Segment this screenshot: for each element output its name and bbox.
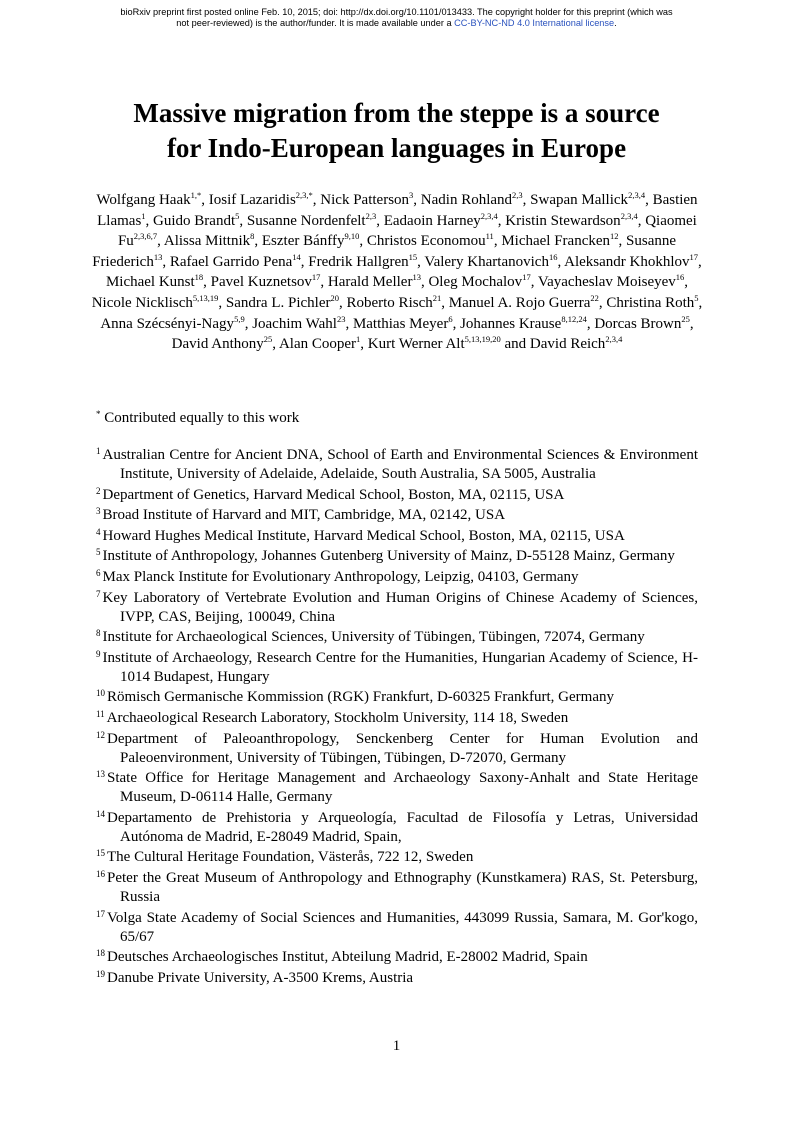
author-affiliation-marks: 15 [408, 251, 418, 262]
affiliation-text: Howard Hughes Medical Institute, Harvard Medical School, Boston, MA, 02115, USA [102, 527, 625, 544]
author-name: Pavel Kuznetsov [210, 274, 312, 291]
author-name: Rafael Garrido Pena [169, 253, 293, 270]
author-name: Alan Cooper [278, 336, 357, 353]
affiliation-number: 7 [96, 588, 101, 599]
affiliation-item [96, 568, 698, 587]
author [448, 292, 599, 311]
author [172, 336, 273, 352]
author-affiliation-marks: 18 [194, 272, 204, 283]
author-name: Dorcas Brown [594, 315, 682, 332]
author-affiliation-marks: 9,10 [344, 231, 360, 242]
author-name: Vayacheslav Moiseyev [537, 274, 676, 291]
affiliation-item [96, 769, 698, 807]
author-affiliation-marks: 21 [432, 292, 442, 303]
author [367, 233, 494, 249]
affiliation-text: Deutsches Archaeologisches Institut, Abteilung Madrid, E-28002 Madrid, Spain [107, 949, 588, 966]
contrib-mark: * [96, 409, 101, 419]
affiliation-text: Volga State Academy of Social Sciences and Humanities, 443099 Russia, Samara, M. Gor'kogo, 65/67 [107, 909, 698, 945]
author [169, 251, 301, 270]
author [421, 192, 523, 208]
author-affiliation-marks: 2,3,4 [628, 190, 646, 200]
author-affiliation-marks: 17 [311, 272, 321, 283]
author-affiliation-marks: 2,3,4 [605, 334, 623, 345]
author-name: Roberto Risch [346, 294, 433, 311]
affiliation-item [96, 948, 698, 967]
affiliation-item [96, 589, 698, 627]
affiliation-item [96, 969, 698, 988]
author-name: Joachim Wahl [252, 315, 337, 332]
author [424, 251, 558, 270]
affiliation-number: 9 [96, 648, 101, 659]
affiliation-text: State Office for Heritage Management and Archaeology Saxony-Anhalt and State Heritage Museum, D-06114 Halle, Germany [107, 770, 698, 806]
author [564, 251, 699, 270]
author-affiliation-marks: 1 [141, 210, 146, 221]
affiliation-number: 16 [96, 868, 105, 879]
author-affiliation-marks: 3 [409, 190, 414, 200]
author-name: Michael Francken [501, 233, 611, 250]
author-name: Manuel A. Rojo Guerra [448, 294, 591, 311]
author-name: Susanne Nordenfelt [246, 212, 366, 229]
author-affiliation-marks: 5 [694, 292, 699, 303]
author-name: Kurt Werner Alt [367, 336, 465, 353]
author [91, 292, 219, 311]
author-list: Wolfgang Haak$^{1,*}$, Iosif Lazaridis$^{2,3,*}$, Nick Patterson$^3$, Nadin Rohland$^{2,3}$, Swapan Mallick$^{2,3,4}$, Bastien Llamas$^1$, Guido Brandt$^5$, Susanne Nordenfelt$^{2,3}$, Eadaoin Harney$^{2,3,4}$, Kristin Stewardson$^{2,3,4}$, Qiaomei Fu$^{2,3,6,7}$, Alissa Mittnik$^8$, Eszter Bánffy$^{9,10}$, Christos Economou$^{11}$, Michael Francken$^{12}$, Susanne Friederich$^{13}$, Rafael Garrido Pena$^{14}$, Fredrik Hallgren$^{15}$, Valery Khartanovich$^{16}$, Aleksandr Khokhlov$^{17}$, Michael Kunst$^{18}$, Pavel Kuznetsov$^{17}$, Harald Meller$^{13}$, Oleg Mochalov$^{17}$, Vayacheslav Moiseyev$^{16}$, Nicole Nicklisch$^{5,13,19}$, Sandra L. Pichler$^{20}$, Roberto Risch$^{21}$, Manuel A. Rojo Guerra$^{22}$, Christina Roth$^5$, Anna Szécsényi-Nagy$^{5,9}$, Joachim Wahl$^{23}$, Matthias Meyer$^6$, Johannes Krause$^{8,12,24}$, Dorcas Brown$^{25}$, David Anthony$^{25}$, Alan Cooper$^1$, Kurt Werner Alt$^{5,13,19,20}$ and David Reich$^{2,3,4}$ [91, 190, 703, 353]
affiliation-item [96, 848, 698, 867]
author-affiliation-marks: 2,3,* [295, 190, 313, 200]
author-affiliation-marks: 5,13,19,20 [464, 334, 501, 345]
author-name: Kristin Stewardson [505, 212, 621, 229]
author-affiliation-marks: 16 [675, 272, 685, 283]
author-affiliation-marks: 13 [412, 272, 421, 283]
author-affiliation-marks: 2,3 [365, 210, 377, 221]
author-name: David Reich [529, 336, 606, 353]
author [346, 292, 442, 311]
author-affiliation-marks: 1,* [190, 190, 202, 200]
affiliation-item [96, 628, 698, 647]
affiliation-text: Römisch Germanische Kommission (RGK) Frankfurt, D-60325 Frankfurt, Germany [107, 689, 614, 706]
author-affiliation-marks: 17 [689, 251, 699, 262]
author-name: Nick Patterson [320, 192, 410, 208]
author [383, 210, 498, 229]
author-name: Bastien Llamas [97, 192, 698, 229]
affiliation-number: 12 [96, 729, 105, 740]
equal-contribution-note [96, 404, 299, 428]
author-name: Matthias Meyer [352, 315, 449, 332]
affiliation-text: Danube Private University, A-3500 Krems, Austria [107, 969, 414, 986]
header-line-2 [0, 18, 793, 29]
author [328, 274, 421, 290]
header-line-2-prefix: not peer-reviewed) is the author/funder. It is made available under a [176, 18, 455, 28]
affiliation-number: 5 [96, 547, 101, 558]
affiliation-item [96, 709, 698, 728]
author-affiliation-marks: 2,3,4 [480, 210, 498, 221]
author-name: Iosif Lazaridis [208, 192, 296, 208]
affiliation-text: Institute of Archaeology, Research Centre for the Humanities, Hungarian Academy of Science, H-1014 Budapest, Hungary [102, 649, 698, 685]
affiliation-text: Departamento de Prehistoria y Arqueología, Facultad de Filosofía y Letras, Universidad Autónoma de Madrid, E-28049 Madrid, Spain, [107, 809, 698, 845]
affiliation-text: Department of Genetics, Harvard Medical School, Boston, MA, 02115, USA [102, 486, 565, 503]
author [209, 192, 313, 208]
author-name: Johannes Krause [460, 315, 562, 332]
affiliation-number: 2 [96, 485, 101, 496]
affiliation-item [96, 486, 698, 505]
author [308, 251, 418, 270]
author-affiliation-marks: 5,13,19 [192, 292, 219, 303]
author-affiliation-marks: 25 [263, 334, 273, 345]
affiliation-number: 3 [96, 506, 101, 517]
author [320, 192, 413, 208]
affiliation-number: 19 [96, 968, 105, 979]
author-name: Harald Meller [327, 274, 413, 291]
affiliation-item [96, 909, 698, 947]
author-affiliation-marks: 17 [522, 272, 531, 283]
author-name: Christina Roth [606, 294, 695, 311]
author-affiliation-marks: 5 [235, 210, 240, 221]
author-name: Fredrik Hallgren [308, 253, 409, 270]
author-affiliation-marks: 25 [681, 313, 690, 324]
title-line-1: Massive migration from the steppe is a source [133, 98, 660, 128]
author-affiliation-marks: 11 [485, 231, 494, 242]
affiliation-text: The Cultural Heritage Foundation, Västerås, 722 12, Sweden [107, 849, 474, 866]
author [252, 313, 346, 332]
author-name: Oleg Mochalov [428, 274, 523, 291]
author [530, 192, 645, 208]
affiliation-item [96, 809, 698, 847]
affiliation-text: Institute of Anthropology, Johannes Gutenberg University of Mainz, D-55128 Mainz, Germany [102, 548, 675, 565]
author [505, 210, 638, 229]
affiliation-number: 8 [96, 628, 101, 639]
author-affiliation-marks: 22 [590, 292, 599, 303]
author [153, 210, 240, 229]
author [352, 313, 453, 332]
author-name: Aleksandr Khokhlov [564, 253, 690, 270]
affiliation-item [96, 506, 698, 525]
contrib-text: Contributed equally to this work [104, 410, 300, 426]
affiliation-item [96, 730, 698, 768]
author-affiliation-marks: 6 [448, 313, 453, 324]
affiliation-number: 13 [96, 769, 105, 780]
author [501, 233, 618, 249]
author [225, 292, 339, 311]
header-line-1: bioRxiv preprint first posted online Feb. 10, 2015; doi: http://dx.doi.org/10.1101/013433. The copyright holder for this preprint (which was [120, 7, 673, 17]
affiliation-item [96, 446, 698, 484]
affiliation-item [96, 547, 698, 566]
affiliation-number: 10 [96, 688, 105, 699]
author-affiliation-marks: 23 [336, 313, 346, 324]
author-name: Susanne Friederich [92, 233, 677, 270]
author-affiliation-marks: 2,3,6,7 [133, 231, 158, 242]
affiliation-number: 15 [96, 848, 105, 859]
author [594, 313, 690, 332]
affiliation-text: Archaeological Research Laboratory, Stockholm University, 114 18, Sweden [106, 709, 569, 726]
author-affiliation-marks: 14 [292, 251, 301, 262]
affiliation-text: Institute for Archaeological Sciences, University of Tübingen, Tübingen, 72074, Germany [102, 629, 645, 646]
author-name: Eszter Bánffy [261, 233, 345, 250]
affiliation-number: 1 [96, 446, 101, 456]
author [106, 274, 203, 290]
affiliation-text: Max Planck Institute for Evolutionary Anthropology, Leipzig, 04103, Germany [102, 568, 579, 585]
affiliation-number: 11 [96, 708, 105, 719]
author-name: David Anthony [171, 336, 264, 353]
author [538, 274, 684, 290]
author [368, 336, 501, 352]
affiliation-text: Peter the Great Museum of Anthropology and Ethnography (Kunstkamera) RAS, St. Petersburg, Russia [107, 869, 698, 905]
affiliation-text: Australian Centre for Ancient DNA, School of Earth and Environmental Sciences & Environment Institute, University of Adelaide, Adelaide, South Australia, SA 5005, Australia [102, 447, 698, 482]
paper-title [60, 96, 733, 166]
author-affiliation-marks: 5,9 [234, 313, 245, 324]
author-affiliation-marks: 13 [153, 251, 163, 262]
author [246, 210, 377, 229]
author-affiliation-marks: 8 [250, 231, 255, 242]
affiliation-item [96, 527, 698, 546]
author-affiliation-marks: 2,3 [512, 190, 523, 200]
affiliation-number: 17 [96, 908, 105, 919]
affiliation-number: 18 [96, 948, 105, 959]
author-name: Michael Kunst [105, 274, 195, 291]
author-name: Nicole Nicklisch [91, 294, 193, 311]
affiliation-text: Key Laboratory of Vertebrate Evolution and Human Origins of Chinese Academy of Sciences, IVPP, CAS, Beijing, 100049, China [102, 589, 698, 625]
author-affiliation-marks: 16 [548, 251, 558, 262]
author-name: Wolfgang Haak [96, 192, 191, 208]
author-name: Nadin Rohland [420, 192, 513, 208]
author-name: Christos Economou [366, 233, 486, 250]
author [96, 192, 201, 208]
author [606, 292, 699, 311]
author-affiliation-marks: 1 [356, 334, 361, 345]
license-link[interactable]: CC-BY-NC-ND 4.0 International license [454, 18, 615, 28]
preprint-header [0, 7, 793, 29]
author [100, 313, 245, 332]
affiliation-item [96, 869, 698, 907]
author-affiliation-marks: 20 [330, 292, 339, 303]
author-affiliation-marks: 8,12,24 [561, 313, 587, 324]
author-affiliation-marks: 2,3,4 [620, 210, 638, 221]
affiliation-text: Broad Institute of Harvard and MIT, Cambridge, MA, 02142, USA [102, 507, 506, 524]
author-name: Qiaomei Fu [117, 212, 697, 250]
author-name: Eadaoin Harney [383, 212, 481, 229]
author-name: Anna Szécsényi-Nagy [100, 315, 235, 332]
affiliation-number: 6 [96, 567, 101, 578]
author [262, 233, 360, 249]
author [279, 336, 360, 352]
author [211, 274, 321, 290]
author [530, 336, 622, 352]
author [460, 313, 587, 332]
affiliation-list [96, 446, 698, 988]
author [428, 274, 530, 290]
author-name: Alissa Mittnik [163, 233, 251, 250]
header-line-2-suffix: . [614, 18, 617, 28]
author-name: Sandra L. Pichler [225, 294, 331, 311]
affiliation-number: 4 [96, 526, 101, 537]
affiliation-text: Department of Paleoanthropology, Senckenberg Center for Human Evolution and Paleoenvironment, University of Tübingen, Tübingen, D-72070, Germany [107, 730, 698, 766]
author-affiliation-marks: 12 [610, 231, 619, 242]
page-number: 1 [392, 1038, 401, 1054]
author-name: Valery Khartanovich [424, 253, 549, 270]
author-name: Guido Brandt [153, 212, 236, 229]
affiliation-number: 14 [96, 808, 105, 819]
author-name: Swapan Mallick [530, 192, 629, 208]
affiliation-item [96, 649, 698, 687]
affiliation-item [96, 688, 698, 707]
author [164, 233, 255, 249]
title-line-2: for Indo-European languages in Europe [166, 133, 627, 163]
